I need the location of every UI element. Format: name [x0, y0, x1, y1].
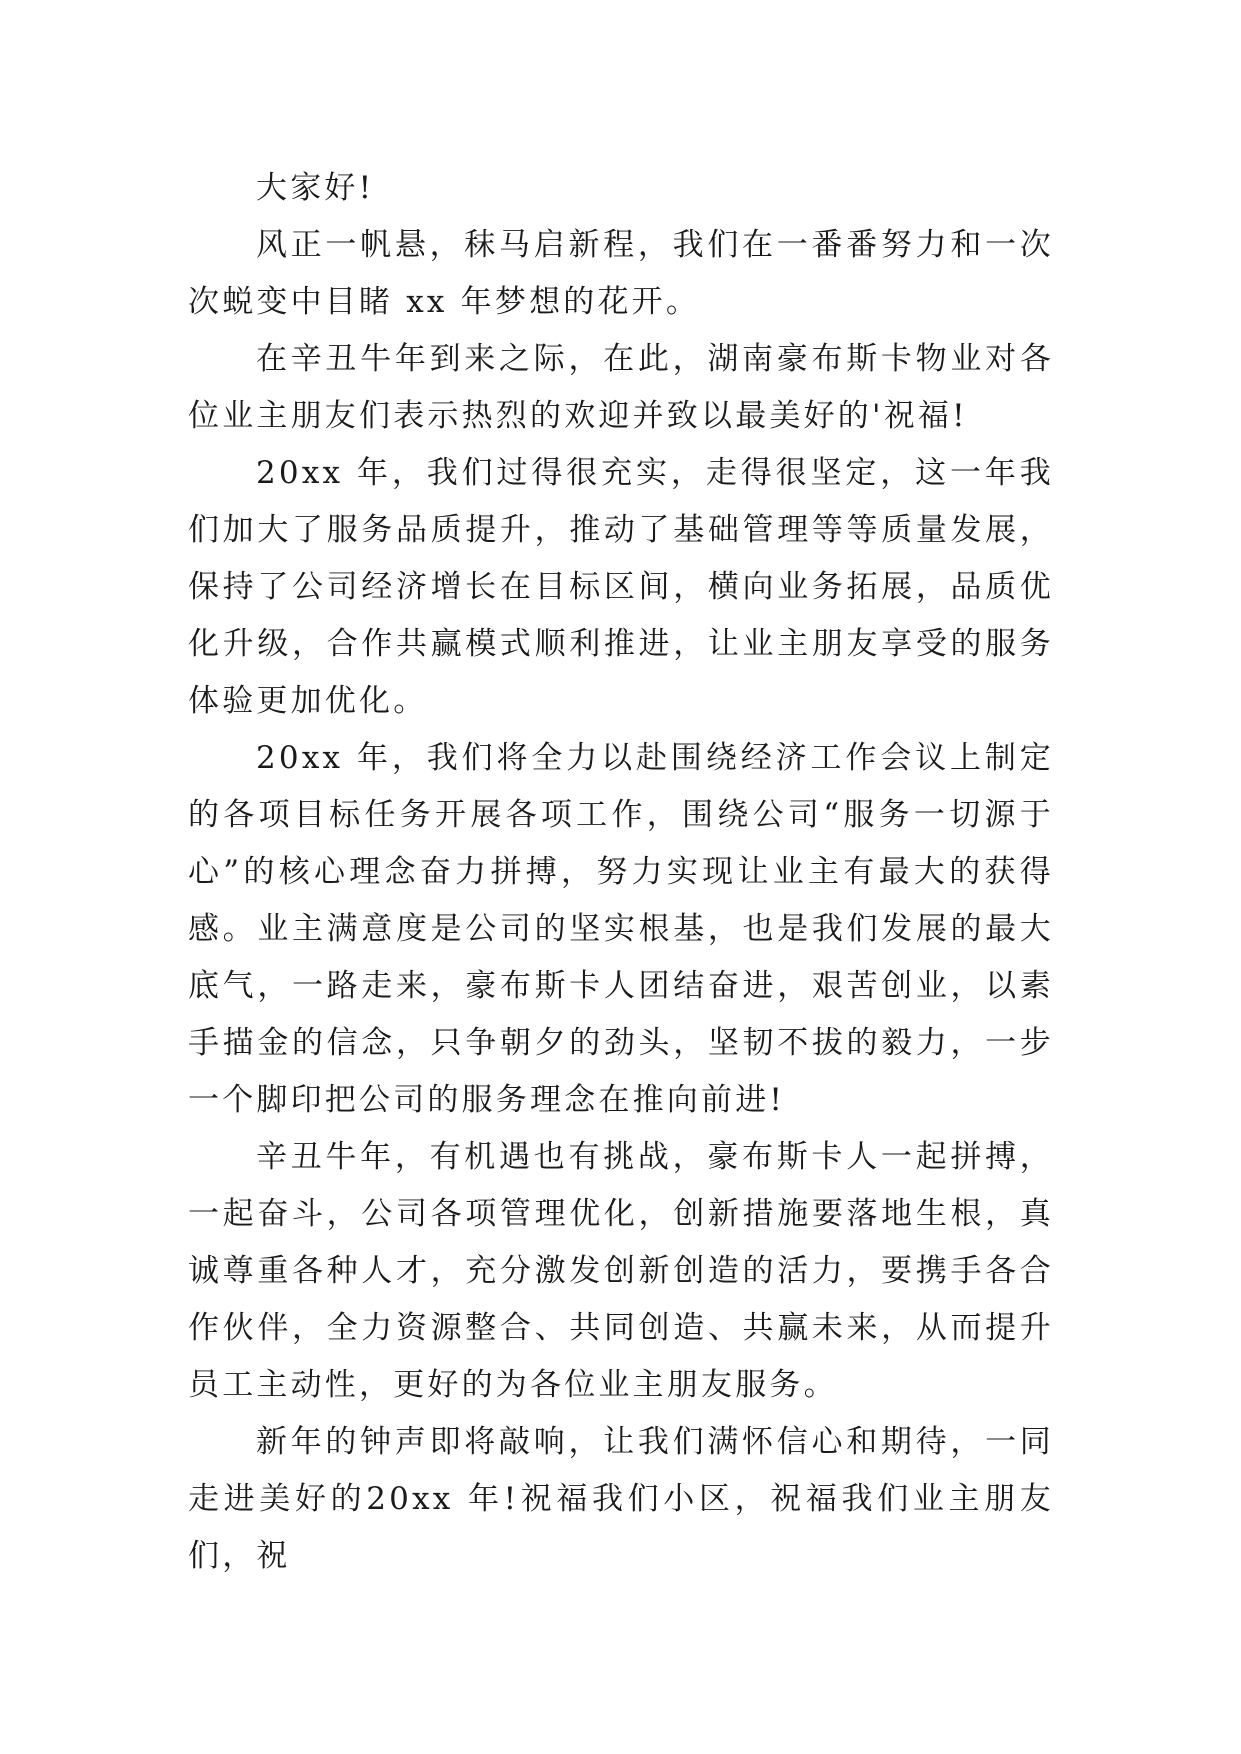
paragraph-welcome: 在辛丑牛年到来之际，在此，湖南豪布斯卡物业对各位业主朋友们表示热烈的欢迎并致以最美好的'祝福!: [188, 341, 1054, 434]
paragraph-greeting: 大家好!: [256, 170, 375, 206]
paragraph-review: 20xx 年，我们过得很充实，走得很坚定，这一年我们加大了服务品质提升，推动了基础管理等等质量发展，保持了公司经济增长在目标区间，横向业务拓展，品质优化升级，合作共赢模式顺利推进，让业主朋友享受的服务体验更加优化。: [188, 455, 1054, 719]
paragraph-closing: 新年的钟声即将敲响，让我们满怀信心和期待，一同走进美好的20xx 年!祝福我们小区，祝福我们业主朋友们，祝: [188, 1424, 1054, 1574]
paragraph-plans: 20xx 年，我们将全力以赴围绕经济工作会议上制定的各项目标任务开展各项工作，围绕公司“服务一切源于心”的核心理念奋力拼搏，努力实现让业主有最大的获得感。业主满意度是公司的坚实根基，也是我们发展的最大底气，一路走来，豪布斯卡人团结奋进，艰苦创业，以素手描金的信念，只争朝夕的劲头，坚韧不拔的毅力，一步一个脚印把公司的服务理念在推向前进!: [188, 740, 1054, 1118]
paragraph-challenges: 辛丑牛年，有机遇也有挑战，豪布斯卡人一起拼搏，一起奋斗，公司各项管理优化，创新措施要落地生根，真诚尊重各种人才，充分激发创新创造的活力，要携手各合作伙伴，全力资源整合、共同创造、共赢未来，从而提升员工主动性，更好的为各位业主朋友服务。: [188, 1139, 1054, 1403]
letter-body: [188, 160, 1054, 1585]
paragraph-opening: 风正一帆悬，秣马启新程，我们在一番番努力和一次次蜕变中目睹 xx 年梦想的花开。: [188, 227, 1054, 320]
